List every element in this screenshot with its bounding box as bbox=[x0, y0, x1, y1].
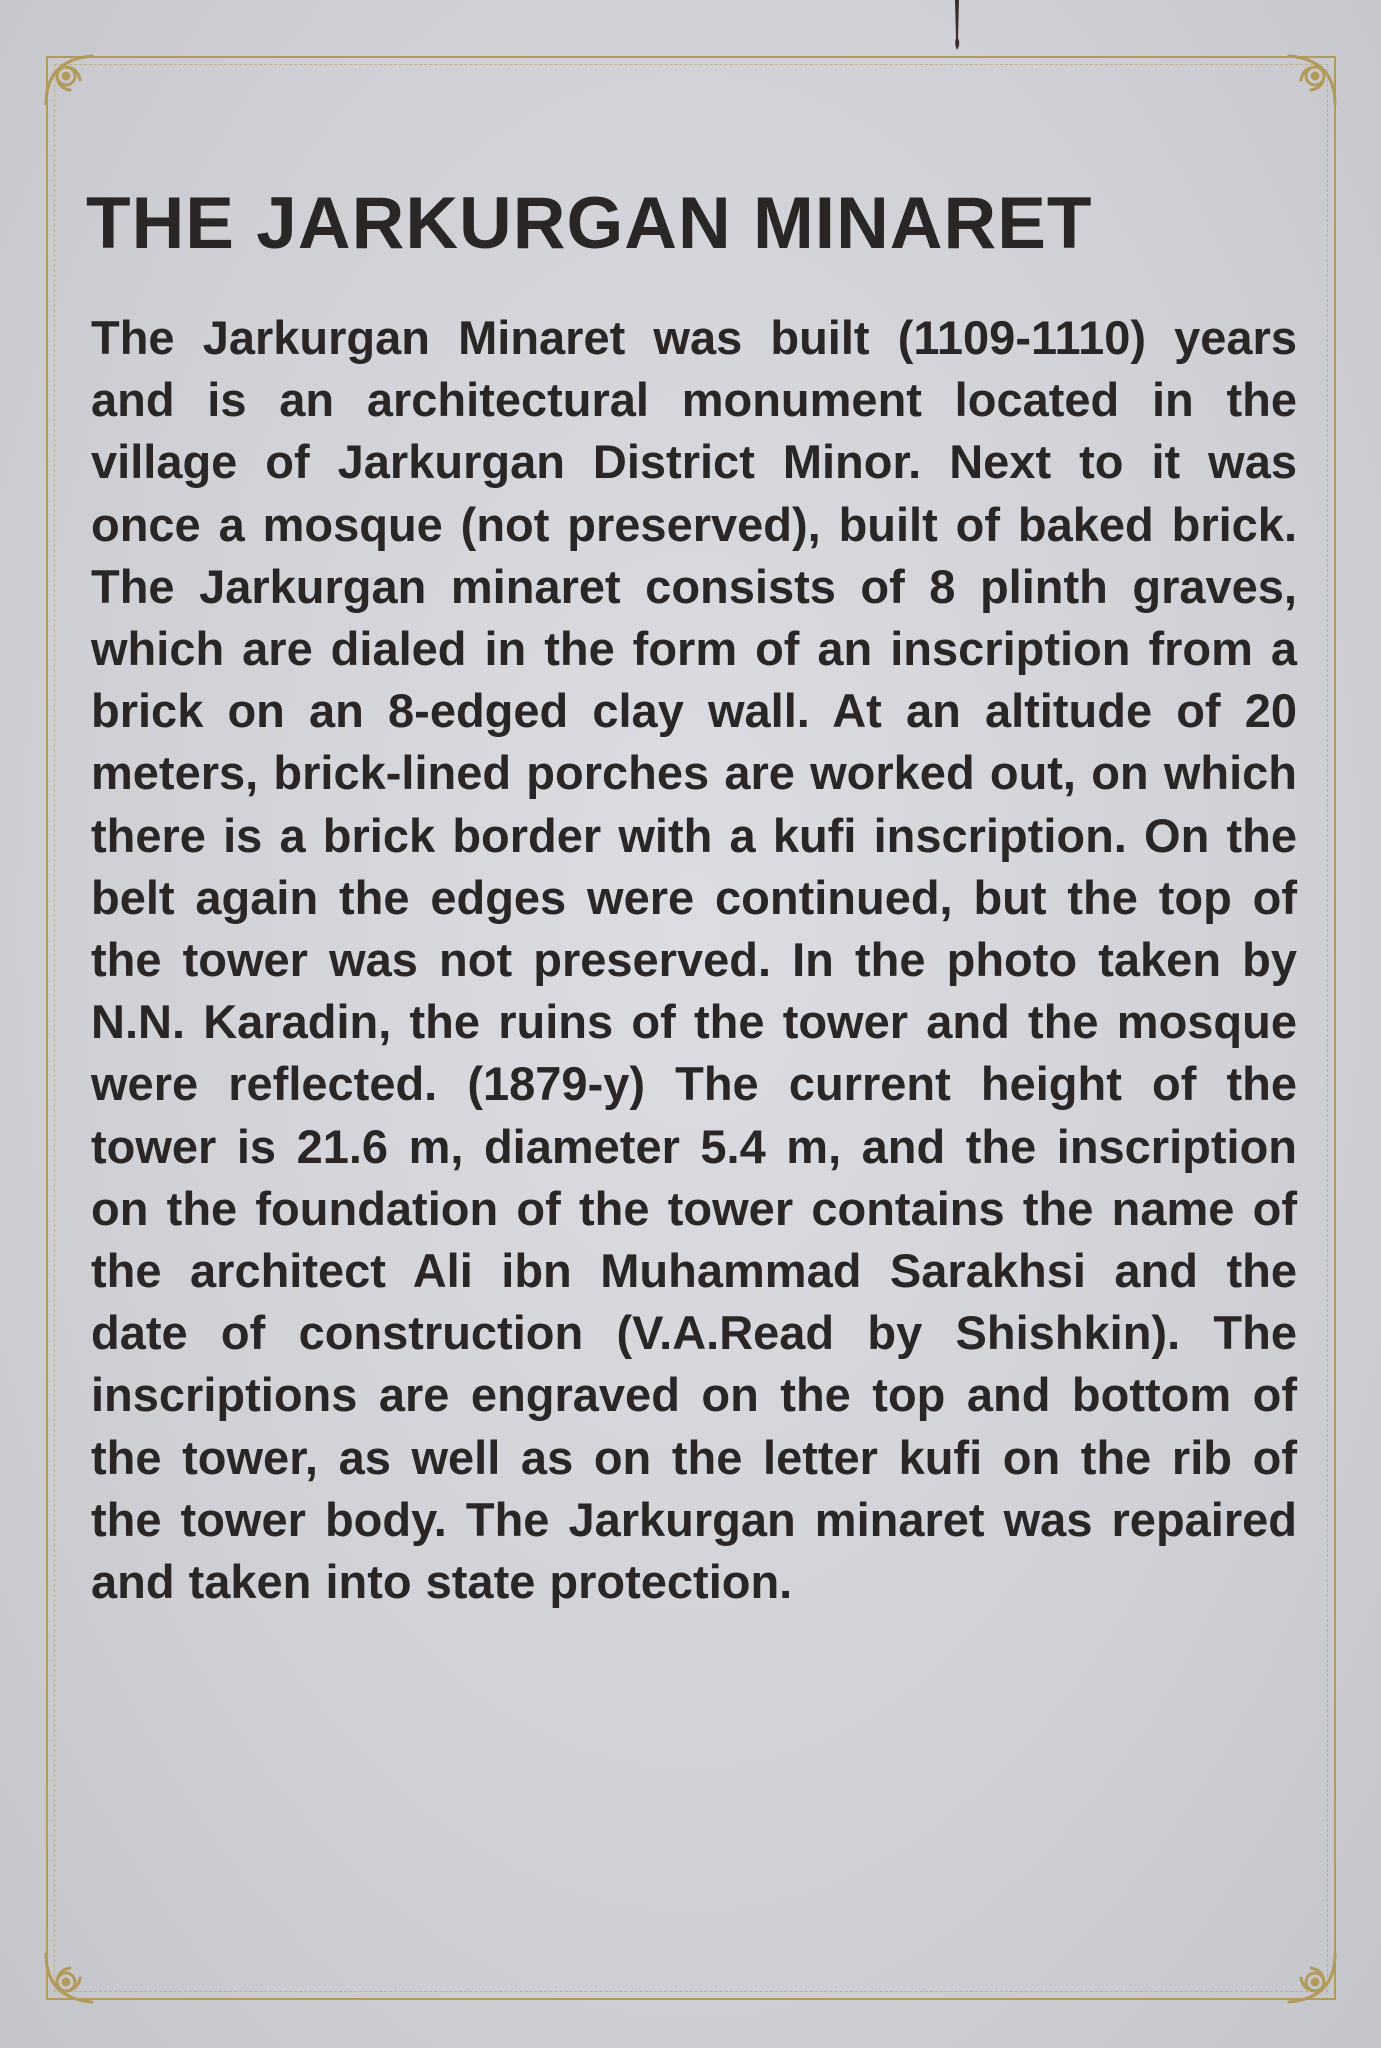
ornamental-scroll-icon bbox=[36, 46, 106, 116]
sign-body-text: The Jarkurgan Minaret was built (1109-1110) years and is an architectural monument located in the village of Jarkurgan District Minor. Next to it was once a mosque (not preserved), built of baked brick. The Jarkurgan minaret consists of 8 plinth graves, which are dialed in the form of an inscription from a brick on an 8-edged clay wall. At an altitude of 20 meters, brick-lined porches are worked out, on which there is a brick border with a kufi inscription. On the belt again the edges were continued, but the top of the tower was not preserved. In the photo taken by N.N. Karadin, the ruins of the tower and the mosque were reflected. (1879-y) The current height of the tower is 21.6 m, diameter 5.4 m, and the inscription on the foundation of the tower contains the name of the architect Ali ibn Muhammad Sarakhsi and the date of construction (V.A.Read by Shishkin). The inscriptions are engraved on the top and bottom of the tower, as well as on the letter kufi on the rib of the tower body. The Jarkurgan minaret was repaired and taken into state protection. bbox=[91, 311, 1297, 1609]
ornamental-scroll-icon bbox=[1275, 46, 1345, 116]
sign-title: THE JARKURGAN MINARET bbox=[86, 183, 1093, 264]
ornamental-scroll-icon bbox=[1275, 1942, 1345, 2012]
nail-icon bbox=[952, 0, 962, 52]
ornamental-scroll-icon bbox=[36, 1942, 106, 2012]
